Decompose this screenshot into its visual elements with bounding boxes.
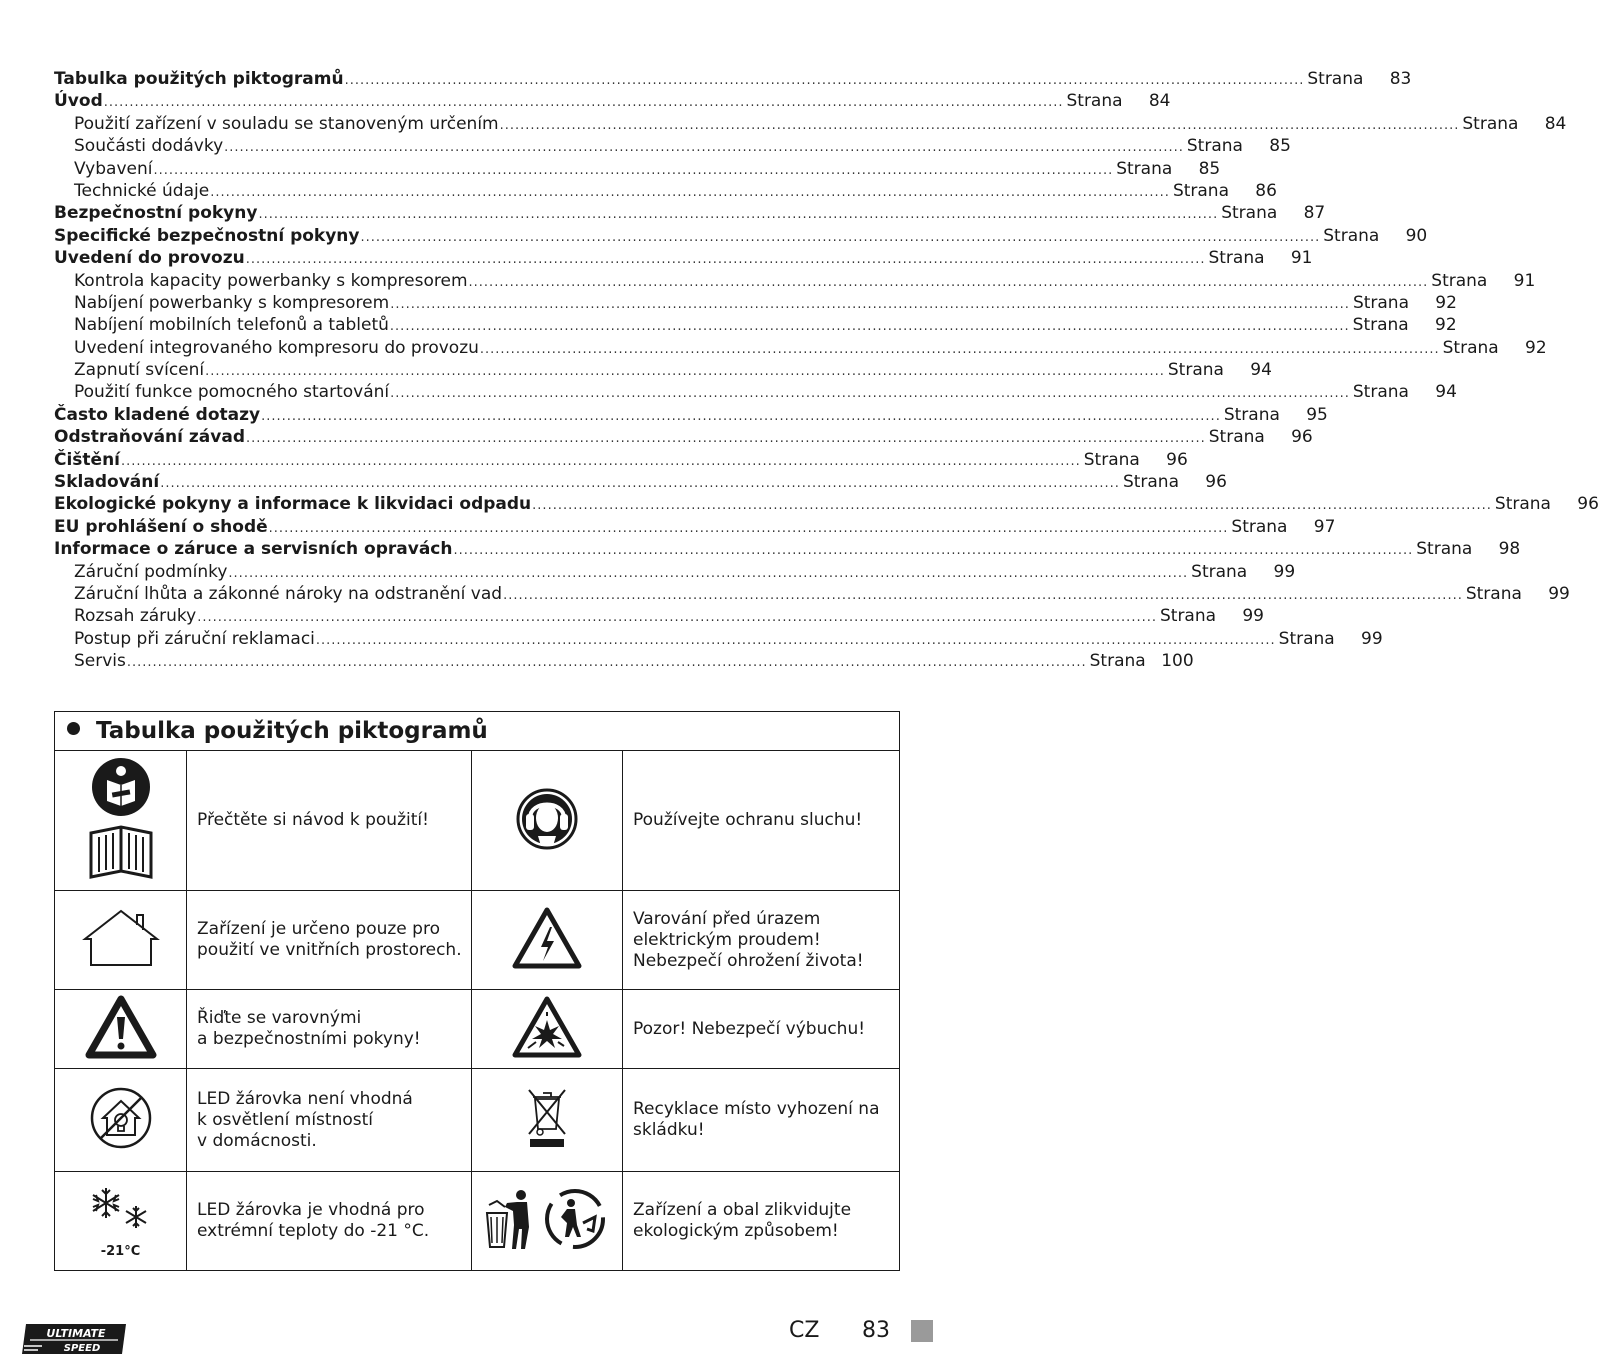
text-line: LED žárovka je vhodná pro	[197, 1200, 425, 1220]
text-line: Řiďte se varovnými	[197, 1008, 362, 1028]
toc-entry	[54, 426, 1313, 448]
toc-entry	[54, 605, 1264, 627]
toc-entry-title: Odstraňování závad	[54, 427, 245, 448]
toc-entry-page: 100	[1161, 651, 1194, 672]
indoor-use-text	[187, 891, 472, 990]
toc-leader-dots: ...........................................................................................................................................................................................	[532, 498, 1492, 514]
toc-entry	[54, 561, 1296, 583]
text-line: elektrickým proudem!	[633, 929, 821, 950]
toc-entry-page: 91	[1513, 270, 1536, 291]
toc-entry-strana: Strana	[1416, 539, 1473, 560]
toc-entry	[54, 202, 1326, 224]
toc-leader-dots: ...........................................................................................................................................................................................	[224, 140, 1184, 156]
text-line: Používejte ochranu sluchu!	[633, 810, 863, 830]
toc-entry-strana: Strana	[1167, 360, 1224, 381]
pictogram-table-heading	[55, 712, 900, 751]
temperature-label: -21°C	[100, 1243, 141, 1259]
toc-entry-page: 96	[1291, 427, 1313, 448]
toc-entry-title: Nabíjení mobilních telefonů a tabletů	[74, 315, 389, 336]
text-line: LED žárovka není vhodná	[197, 1088, 413, 1109]
recycle-text	[623, 1069, 900, 1172]
toc-entry-title: Záruční podmínky	[74, 561, 228, 582]
text-line: Pozor! Nebezpečí výbuchu!	[633, 1018, 866, 1039]
led-not-household-text	[187, 1069, 472, 1172]
toc-entry	[54, 359, 1272, 381]
hearing-protection-text	[623, 751, 900, 891]
toc-entry-page: 91	[1290, 248, 1313, 269]
safety-instructions-text	[187, 990, 472, 1069]
toc-entry-strana: Strana	[1431, 270, 1488, 291]
toc-entry	[54, 314, 1457, 336]
toc-leader-dots: ...........................................................................................................................................................................................	[261, 408, 1221, 424]
bullet-icon	[67, 722, 80, 735]
toc-entry-strana: Strana	[1352, 315, 1409, 336]
toc-entry-title: Zapnutí svícení	[74, 360, 205, 381]
read-manual-text	[187, 751, 472, 891]
toc-entry-title: Úvod	[54, 91, 103, 112]
snowflake-icon	[55, 1172, 187, 1271]
ultimate-speed-logo	[22, 1322, 126, 1356]
toc-entry-page: 96	[1166, 449, 1188, 470]
toc-entry-page: 94	[1250, 360, 1272, 381]
toc-entry-strana: Strana	[1231, 516, 1288, 537]
text-line: Přečtěte si návod k použití!	[197, 810, 429, 830]
toc-entry	[54, 337, 1547, 359]
toc-entry-page: 99	[1361, 628, 1383, 649]
pictogram-row	[55, 990, 900, 1069]
text-line: Zařízení je určeno pouze pro	[197, 919, 440, 939]
text-line: skládku!	[633, 1120, 705, 1140]
crossed-bin-icon	[472, 1069, 623, 1172]
toc-entry	[54, 404, 1328, 426]
toc-entry-page: 84	[1544, 113, 1567, 134]
text-line: k osvětlení místností	[197, 1109, 374, 1130]
toc-entry-title: Součásti dodávky	[74, 136, 224, 157]
toc-entry-strana: Strana	[1221, 203, 1278, 224]
toc-leader-dots: ...........................................................................................................................................................................................	[153, 162, 1114, 178]
toc-entry-page: 87	[1303, 203, 1326, 224]
toc-entry-strana: Strana	[1122, 472, 1179, 493]
toc-entry-title: Uvedení do provozu	[54, 248, 245, 269]
toc-entry-title: Specifické bezpečnostní pokyny	[54, 225, 360, 246]
toc-entry-title: Tabulka použitých piktogramů	[54, 69, 344, 89]
toc-entry	[54, 68, 1412, 90]
toc-entry	[54, 270, 1536, 292]
toc-entry-strana: Strana	[1323, 225, 1380, 246]
toc-leader-dots: ...........................................................................................................................................................................................	[245, 252, 1206, 268]
pictogram-row	[55, 1069, 900, 1172]
toc-entry	[54, 113, 1567, 135]
toc-entry-page: 98	[1498, 539, 1521, 560]
toc-leader-dots: ...........................................................................................................................................................................................	[160, 476, 1120, 492]
toc-entry-page: 96	[1577, 494, 1599, 515]
toc-entry	[54, 158, 1221, 180]
page-number: 83	[862, 1318, 890, 1343]
toc-entry	[54, 449, 1188, 471]
toc-entry	[54, 516, 1336, 538]
toc-entry-title: Záruční lhůta a zákonné nároky na odstranění vad	[74, 583, 503, 604]
house-icon	[55, 891, 187, 990]
toc-entry-title: Technické údaje	[74, 180, 210, 201]
no-household-lighting-icon	[55, 1069, 187, 1172]
toc-leader-dots: ...........................................................................................................................................................................................	[126, 655, 1087, 671]
toc-leader-dots: ...........................................................................................................................................................................................	[499, 117, 1460, 133]
text-line: ekologickým způsobem!	[633, 1221, 839, 1241]
toc-entry-page: 85	[1269, 136, 1291, 157]
toc-entry-page: 99	[1273, 561, 1296, 582]
text-line: Zařízení a obal zlikvidujte	[633, 1200, 852, 1220]
toc-entry-strana: Strana	[1116, 158, 1173, 179]
toc-entry-strana: Strana	[1208, 427, 1265, 448]
pictogram-row	[55, 751, 900, 891]
text-line: použití ve vnitřních prostorech.	[197, 940, 462, 960]
toc-entry-strana: Strana	[1307, 69, 1364, 89]
toc-entry-strana: Strana	[1172, 180, 1229, 201]
text-line: Nebezpečí ohrožení života!	[633, 950, 864, 971]
toc-entry-title: Rozsah záruky	[74, 606, 197, 627]
read-manual-icon	[55, 751, 187, 891]
toc-entry-strana: Strana	[1494, 494, 1551, 515]
toc-entry	[54, 135, 1291, 157]
toc-entry-title: Postup při záruční reklamaci	[74, 628, 315, 649]
toc-leader-dots: ...........................................................................................................................................................................................	[468, 274, 1429, 290]
explosion-text	[623, 990, 900, 1069]
toc-entry	[54, 471, 1227, 493]
text-line: extrémní teploty do -21 °C.	[197, 1221, 430, 1241]
toc-entry-strana: Strana	[1442, 337, 1499, 358]
led-extreme-temp-text	[187, 1172, 472, 1271]
toc-entry	[54, 650, 1194, 672]
toc-entry-title: Čištění	[54, 449, 121, 470]
toc-entry-page: 94	[1435, 382, 1457, 403]
toc-entry-page: 92	[1435, 315, 1457, 336]
pictogram-heading-text: Tabulka použitých piktogramů	[96, 718, 488, 744]
toc-leader-dots: ...........................................................................................................................................................................................	[210, 184, 1170, 200]
toc-entry-strana: Strana	[1089, 651, 1146, 672]
toc-entry	[54, 583, 1570, 605]
toc-entry-title: Ekologické pokyny a informace k likvidaci odpadu	[54, 494, 532, 515]
general-warning-icon	[55, 990, 187, 1069]
toc-entry-strana: Strana	[1278, 628, 1335, 649]
toc-entry-title: Často kladené dotazy	[54, 404, 261, 425]
logo-text-bottom: SPEED	[63, 1343, 101, 1354]
toc-entry-title: Uvedení integrovaného kompresoru do provozu	[74, 337, 479, 358]
toc-entry-title: Bezpečnostní pokyny	[54, 203, 258, 224]
toc-entry-page: 84	[1148, 91, 1171, 112]
toc-leader-dots: ...........................................................................................................................................................................................	[479, 341, 1440, 357]
text-line: Varování před úrazem	[633, 908, 821, 929]
toc-leader-dots: ...........................................................................................................................................................................................	[205, 364, 1165, 380]
page-tab-marker	[911, 1320, 933, 1342]
electric-shock-warning-icon	[472, 891, 623, 990]
toc-entry-strana: Strana	[1159, 606, 1217, 627]
toc-leader-dots: ...........................................................................................................................................................................................	[197, 610, 1157, 626]
toc-entry-strana: Strana	[1066, 91, 1123, 112]
toc-entry-strana: Strana	[1083, 449, 1140, 470]
toc-leader-dots: ...........................................................................................................................................................................................	[360, 229, 1321, 245]
toc-leader-dots: ...........................................................................................................................................................................................	[390, 386, 1350, 402]
toc-entry-title: Skladování	[54, 472, 160, 493]
toc-entry-title: Kontrola kapacity powerbanky s kompresorem	[74, 270, 468, 291]
toc-entry-page: 86	[1255, 180, 1277, 201]
toc-entry-title: Nabíjení powerbanky s kompresorem	[74, 292, 390, 313]
toc-entry	[54, 628, 1383, 650]
toc-entry-title: Použití funkce pomocného startování	[74, 382, 390, 403]
toc-entry	[54, 381, 1457, 403]
hearing-protection-icon	[472, 751, 623, 891]
toc-entry-title: EU prohlášení o shodě	[54, 516, 268, 537]
toc-entry-page: 99	[1242, 606, 1264, 627]
toc-entry-strana: Strana	[1352, 382, 1409, 403]
toc-entry-page: 96	[1205, 472, 1227, 493]
table-of-contents	[54, 68, 1599, 673]
toc-entry-strana: Strana	[1223, 404, 1280, 425]
toc-leader-dots: ...........................................................................................................................................................................................	[103, 95, 1064, 111]
toc-leader-dots: ...........................................................................................................................................................................................	[246, 431, 1206, 447]
electric-shock-text	[623, 891, 900, 990]
toc-leader-dots: ...........................................................................................................................................................................................	[390, 296, 1350, 312]
toc-entry-strana: Strana	[1465, 583, 1522, 604]
toc-entry-title: Informace o záruce a servisních opravách	[54, 539, 453, 560]
recycle-dispose-icon	[472, 1172, 623, 1271]
toc-leader-dots: ...........................................................................................................................................................................................	[315, 632, 1276, 648]
explosion-warning-icon	[472, 990, 623, 1069]
toc-entry-title: Vybavení	[74, 158, 153, 179]
toc-entry-page: 90	[1405, 225, 1428, 246]
toc-leader-dots: ...........................................................................................................................................................................................	[503, 587, 1463, 603]
dispose-eco-text	[623, 1172, 900, 1271]
toc-entry-page: 99	[1548, 583, 1570, 604]
toc-leader-dots: ...........................................................................................................................................................................................	[389, 319, 1350, 335]
language-code: CZ	[789, 1318, 820, 1343]
text-line: a bezpečnostními pokyny!	[197, 1029, 421, 1049]
pictogram-row	[55, 1172, 900, 1271]
toc-leader-dots: ...........................................................................................................................................................................................	[228, 565, 1189, 581]
toc-entry-title: Použití zařízení v souladu se stanoveným určením	[74, 113, 499, 134]
toc-entry-strana: Strana	[1208, 248, 1265, 269]
toc-entry	[54, 247, 1313, 269]
toc-entry-page: 83	[1389, 69, 1412, 89]
toc-entry	[54, 90, 1171, 112]
toc-entry-page: 92	[1435, 292, 1457, 313]
toc-leader-dots: ...........................................................................................................................................................................................	[453, 543, 1414, 559]
toc-entry-page: 92	[1525, 337, 1547, 358]
toc-leader-dots: ...........................................................................................................................................................................................	[258, 207, 1219, 223]
pictogram-row	[55, 891, 900, 990]
toc-entry	[54, 180, 1277, 202]
pictogram-table	[54, 711, 900, 1271]
toc-entry-strana: Strana	[1191, 561, 1248, 582]
toc-entry	[54, 538, 1521, 560]
toc-entry-strana: Strana	[1186, 136, 1243, 157]
logo-text-top: ULTIMATE	[46, 1327, 106, 1340]
toc-leader-dots: ...........................................................................................................................................................................................	[121, 453, 1081, 469]
toc-leader-dots: ...........................................................................................................................................................................................	[344, 73, 1305, 88]
toc-entry-strana: Strana	[1462, 113, 1519, 134]
toc-entry	[54, 493, 1599, 515]
toc-entry	[54, 292, 1457, 314]
text-line: Recyklace místo vyhození na	[633, 1099, 880, 1119]
toc-entry	[54, 225, 1428, 247]
toc-entry-page: 85	[1198, 158, 1221, 179]
toc-entry-page: 97	[1313, 516, 1336, 537]
toc-entry-title: Servis	[74, 651, 126, 672]
toc-entry-strana: Strana	[1352, 292, 1409, 313]
toc-leader-dots: ...........................................................................................................................................................................................	[268, 520, 1229, 536]
toc-entry-page: 95	[1306, 404, 1328, 425]
text-line: v domácnosti.	[197, 1130, 317, 1151]
